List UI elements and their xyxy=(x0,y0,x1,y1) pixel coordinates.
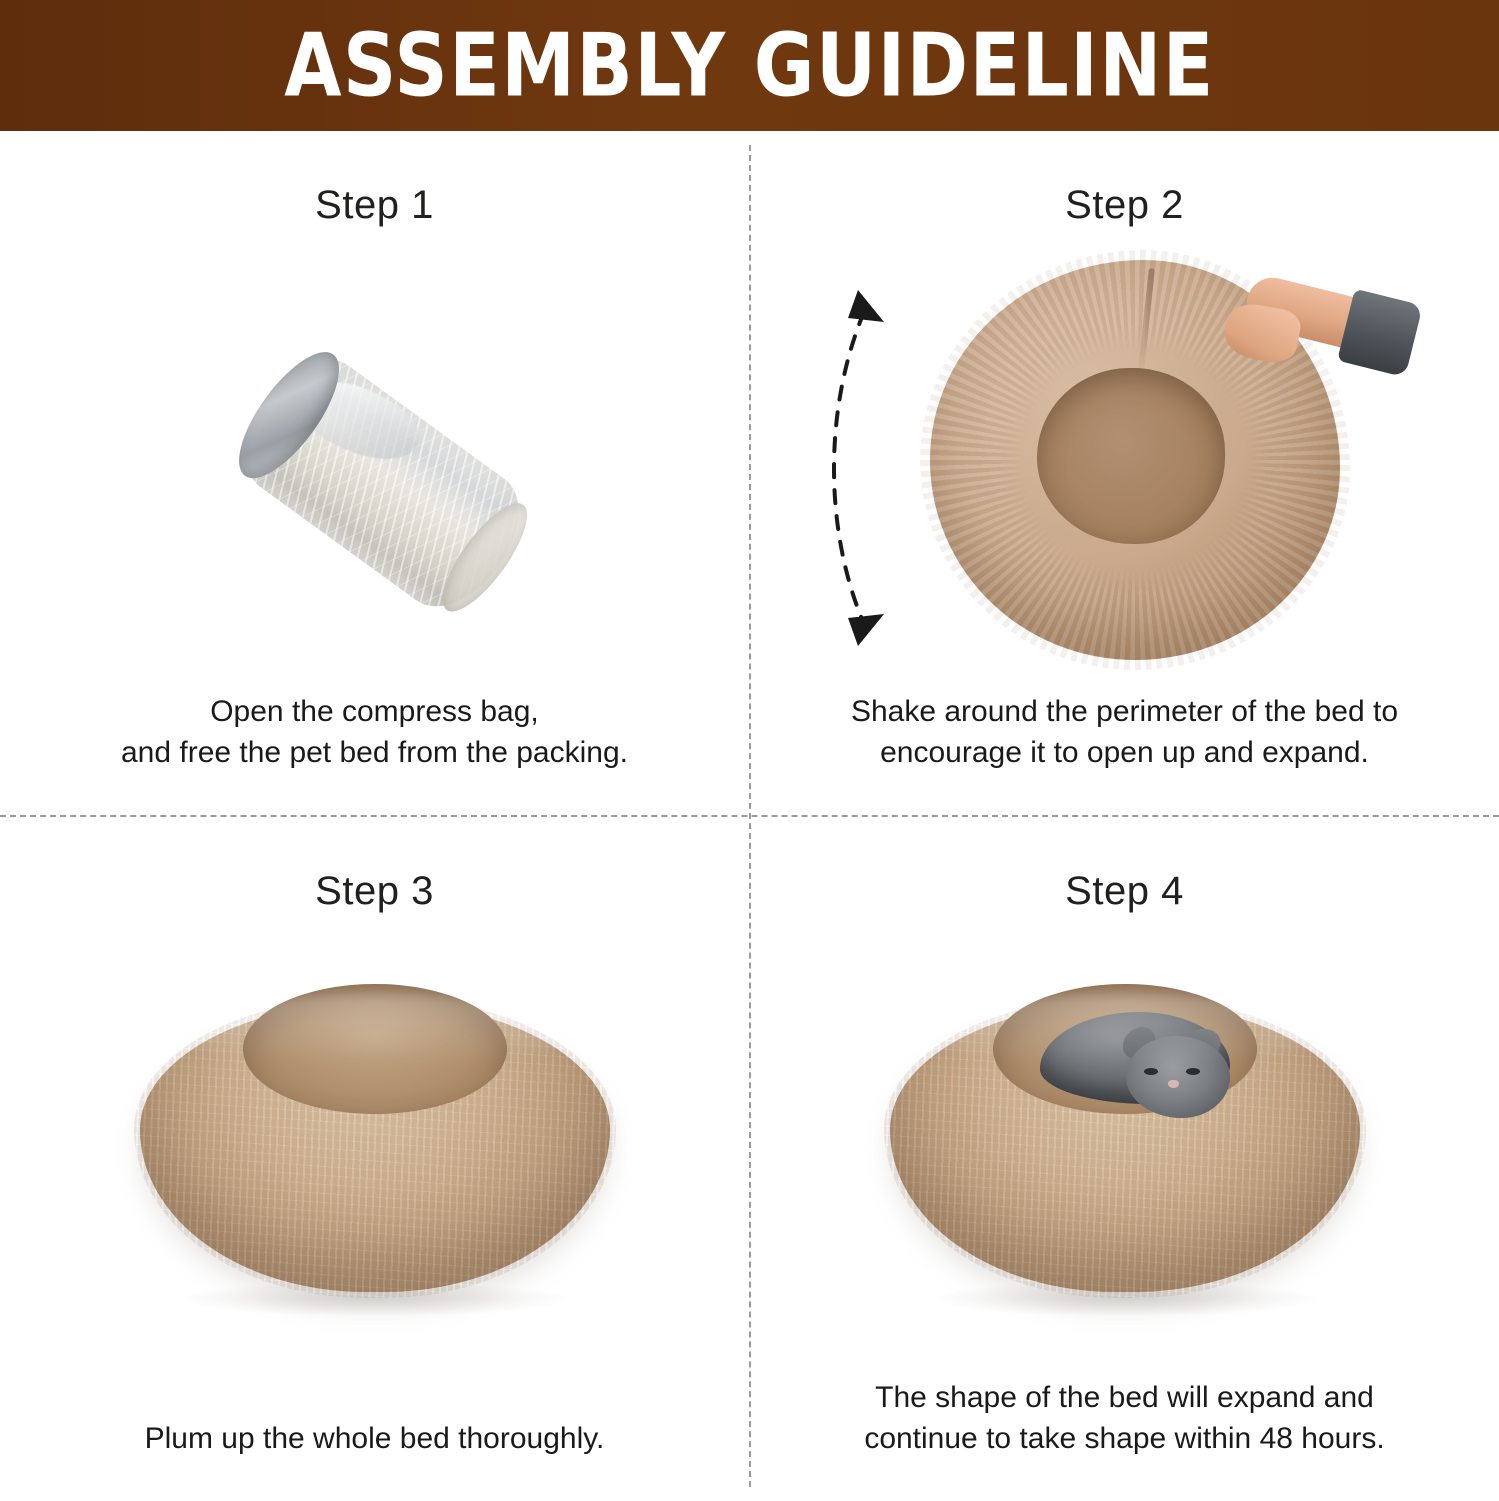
step-1-illustration xyxy=(0,228,749,692)
compressed-roll-icon xyxy=(232,328,532,628)
page-title: ASSEMBLY GUIDELINE xyxy=(284,22,1215,109)
step-2-caption-line-2: encourage it to open up and expand. xyxy=(772,733,1476,774)
step-3-title: Step 3 xyxy=(315,869,434,914)
step-1-caption-line-2: and free the pet bed from the packing. xyxy=(22,733,726,774)
step-3-illustration xyxy=(0,914,749,1419)
step-3-caption-line-1: Plum up the whole bed thoroughly. xyxy=(22,1419,726,1460)
step-3-caption xyxy=(22,1419,726,1501)
step-2-illustration xyxy=(750,228,1499,692)
step-4-caption xyxy=(772,1378,1476,1501)
hand-icon xyxy=(1205,280,1395,410)
step-3-panel xyxy=(0,817,749,1501)
step-2-title: Step 2 xyxy=(1065,183,1184,228)
header-banner xyxy=(0,0,1499,131)
step-1-caption-line-1: Open the compress bag, xyxy=(22,692,726,733)
step-1-panel xyxy=(0,131,749,815)
step-4-title: Step 4 xyxy=(1065,869,1184,914)
step-4-panel xyxy=(750,817,1499,1501)
step-1-title: Step 1 xyxy=(315,183,434,228)
step-2-panel xyxy=(750,131,1499,815)
steps-grid xyxy=(0,131,1499,1499)
step-2-caption xyxy=(772,692,1476,815)
pet-bed-with-cat xyxy=(890,976,1360,1306)
step-4-illustration xyxy=(750,914,1499,1378)
pet-bed-side-view xyxy=(140,976,610,1306)
step-2-caption-line-1: Shake around the perimeter of the bed to xyxy=(772,692,1476,733)
step-4-caption-line-1: The shape of the bed will expand and xyxy=(772,1378,1476,1419)
step-4-caption-line-2: continue to take shape within 48 hours. xyxy=(772,1419,1476,1460)
step-1-caption xyxy=(22,692,726,815)
